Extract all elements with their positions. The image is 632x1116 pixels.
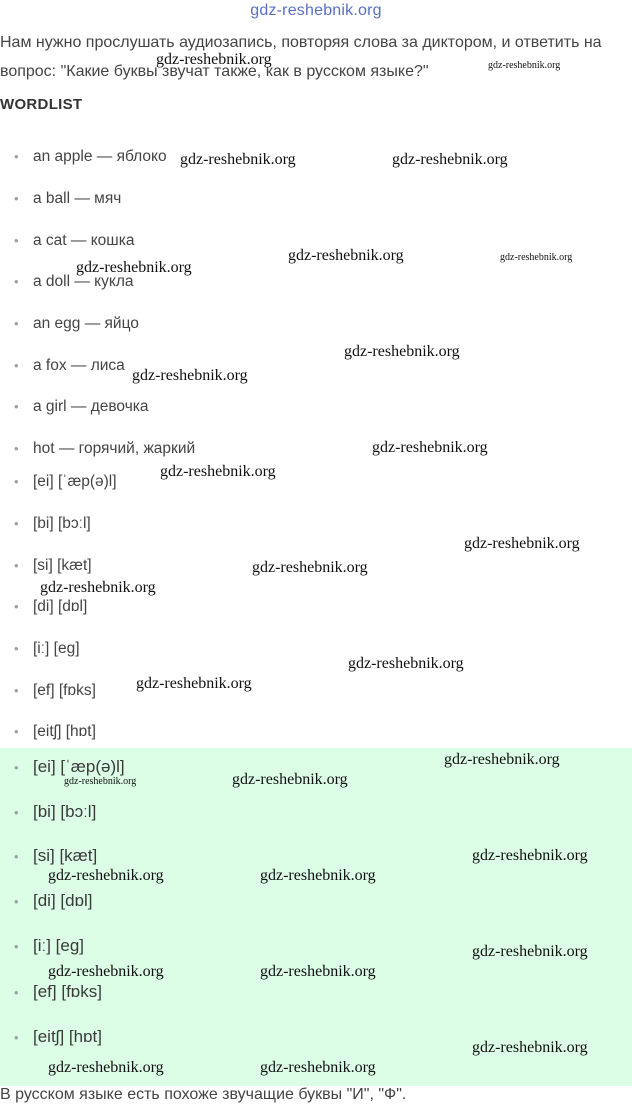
list-item bbox=[14, 598, 87, 616]
list-item bbox=[14, 315, 139, 333]
list-item bbox=[14, 936, 84, 956]
watermark: gdz-reshebnik.org bbox=[232, 771, 348, 788]
watermark: gdz-reshebnik.org bbox=[252, 559, 368, 576]
bullet-icon: • bbox=[14, 516, 19, 531]
bullet-icon: • bbox=[14, 191, 19, 206]
conclusion-text: В русском языке есть похоже звучащие буквы "И", "Ф". bbox=[0, 1086, 407, 1103]
watermark: gdz-reshebnik.org bbox=[136, 675, 252, 692]
watermark: gdz-reshebnik.org bbox=[260, 963, 376, 980]
transcription-text: [di] [dɒl] bbox=[33, 598, 88, 615]
list-item-text: a ball — мяч bbox=[33, 190, 122, 207]
list-item bbox=[14, 723, 96, 741]
highlighted-text: [si] [kæt] bbox=[33, 846, 98, 865]
intro-text: Нам нужно прослушать аудиозапись, повторяя слова за диктором, и ответить на вопрос: "Какие буквы звучат также, как в русском языке?" bbox=[0, 34, 602, 80]
bullet-icon: • bbox=[14, 939, 19, 954]
watermark: gdz-reshebnik.org bbox=[348, 655, 464, 672]
watermark: gdz-reshebnik.org bbox=[344, 343, 460, 360]
watermark: gdz-reshebnik.org bbox=[464, 535, 580, 552]
list-item-text: a girl — девочка bbox=[33, 398, 149, 415]
bullet-icon: • bbox=[14, 474, 19, 489]
bullet-icon: • bbox=[14, 724, 19, 739]
bullet-icon: • bbox=[14, 985, 19, 1000]
watermark: gdz-reshebnik.org bbox=[288, 247, 404, 264]
watermark: gdz-reshebnik.org bbox=[472, 847, 588, 864]
watermark: gdz-reshebnik.org bbox=[472, 943, 588, 960]
list-item bbox=[14, 473, 117, 491]
bullet-icon: • bbox=[14, 233, 19, 248]
transcription-text: [ef] [fɒks] bbox=[33, 682, 96, 699]
wordlist-heading: WORDLIST bbox=[0, 96, 83, 113]
list-item-text: a doll — кукла bbox=[33, 273, 134, 290]
bullet-icon: • bbox=[14, 1030, 19, 1045]
list-item bbox=[14, 232, 134, 250]
transcription-text: [ei] [ˈæp(ə)l] bbox=[33, 473, 117, 490]
highlighted-text: [ef] [fɒks] bbox=[33, 982, 102, 1001]
list-item-text: a fox — лиса bbox=[33, 357, 125, 374]
list-item bbox=[14, 891, 93, 911]
watermark: gdz-reshebnik.org bbox=[260, 1059, 376, 1076]
transcription-text: [iː] [eg] bbox=[33, 640, 80, 657]
watermark: gdz-reshebnik.org bbox=[64, 776, 137, 787]
bullet-icon: • bbox=[14, 599, 19, 614]
watermark: gdz-reshebnik.org bbox=[160, 463, 276, 480]
highlighted-text: [eitʃ] [hɒt] bbox=[33, 1027, 102, 1046]
watermark: gdz-reshebnik.org bbox=[500, 252, 573, 263]
site-header-link[interactable]: gdz-reshebnik.org bbox=[250, 2, 382, 19]
bullet-icon: • bbox=[14, 849, 19, 864]
highlighted-text: [ei] [ˈæp(ə)l] bbox=[33, 757, 125, 776]
bullet-icon: • bbox=[14, 358, 19, 373]
watermark: gdz-reshebnik.org bbox=[392, 151, 508, 168]
bullet-icon: • bbox=[14, 805, 19, 820]
watermark: gdz-reshebnik.org bbox=[488, 60, 561, 71]
list-item-text: hot — горячий, жаркий bbox=[33, 440, 196, 457]
bullet-icon: • bbox=[14, 399, 19, 414]
watermark: gdz-reshebnik.org bbox=[48, 963, 164, 980]
list-item bbox=[14, 757, 125, 777]
list-item bbox=[14, 1027, 102, 1047]
watermark: gdz-reshebnik.org bbox=[76, 259, 192, 276]
list-item bbox=[14, 357, 125, 375]
watermark: gdz-reshebnik.org bbox=[180, 151, 296, 168]
list-item bbox=[14, 802, 96, 822]
watermark: gdz-reshebnik.org bbox=[132, 367, 248, 384]
list-item bbox=[14, 640, 80, 658]
list-item bbox=[14, 982, 102, 1002]
bullet-icon: • bbox=[14, 274, 19, 289]
highlighted-text: [iː] [eg] bbox=[33, 936, 85, 955]
bullet-icon: • bbox=[14, 149, 19, 164]
bullet-icon: • bbox=[14, 894, 19, 909]
bullet-icon: • bbox=[14, 441, 19, 456]
transcription-text: [si] [kæt] bbox=[33, 557, 92, 574]
list-item bbox=[14, 682, 96, 700]
watermark: gdz-reshebnik.org bbox=[40, 579, 156, 596]
watermark: gdz-reshebnik.org bbox=[156, 51, 272, 68]
bullet-icon: • bbox=[14, 316, 19, 331]
list-item-text: an egg — яйцо bbox=[33, 315, 139, 332]
watermark: gdz-reshebnik.org bbox=[372, 439, 488, 456]
watermark: gdz-reshebnik.org bbox=[444, 751, 560, 768]
list-item bbox=[14, 148, 167, 166]
list-item bbox=[14, 190, 121, 208]
highlighted-text: [bi] [bɔːl] bbox=[33, 802, 97, 821]
bullet-icon: • bbox=[14, 760, 19, 775]
list-item bbox=[14, 515, 91, 533]
list-item-text: an apple — яблоко bbox=[33, 148, 167, 165]
watermark: gdz-reshebnik.org bbox=[260, 867, 376, 884]
list-item bbox=[14, 846, 97, 866]
list-item bbox=[14, 557, 92, 575]
watermark: gdz-reshebnik.org bbox=[48, 1059, 164, 1076]
watermark: gdz-reshebnik.org bbox=[48, 867, 164, 884]
bullet-icon: • bbox=[14, 558, 19, 573]
bullet-icon: • bbox=[14, 683, 19, 698]
transcription-text: [bi] [bɔːl] bbox=[33, 515, 91, 532]
list-item bbox=[14, 398, 149, 416]
watermark: gdz-reshebnik.org bbox=[472, 1039, 588, 1056]
transcription-text: [eitʃ] [hɒt] bbox=[33, 723, 96, 740]
highlighted-text: [di] [dɒl] bbox=[33, 891, 93, 910]
list-item bbox=[14, 440, 195, 458]
list-item-text: a cat — кошка bbox=[33, 232, 135, 249]
bullet-icon: • bbox=[14, 641, 19, 656]
